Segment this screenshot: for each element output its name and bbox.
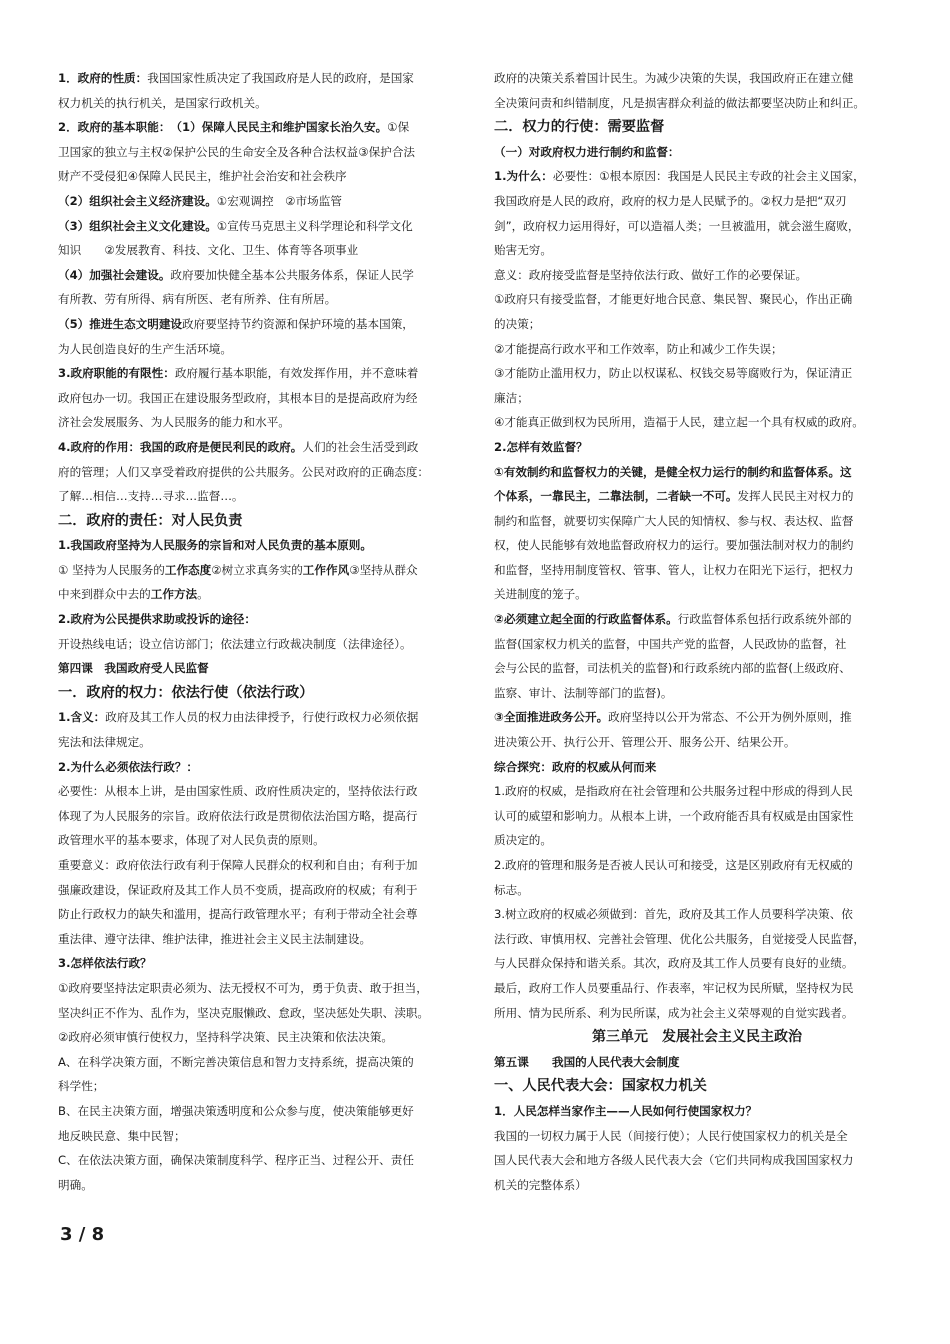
unit-heading <box>494 1025 900 1050</box>
text-line <box>494 386 900 411</box>
text-run: 标志。 <box>494 882 529 897</box>
text-line <box>58 337 470 362</box>
text-line <box>58 66 470 91</box>
bold-text: ①有效制约和监督权力的关键，是健全权力运行的制约和监督体系。这 <box>494 464 852 479</box>
text-line <box>494 902 900 927</box>
text-line <box>58 853 470 878</box>
text-line <box>58 632 470 657</box>
text-line <box>494 189 900 214</box>
text-line <box>58 607 470 632</box>
text-line <box>58 804 470 829</box>
text-line <box>494 1001 900 1026</box>
text-run: 二．权力的行使：需要监督 <box>494 119 665 136</box>
text-run: ③才能防止滥用权力，防止以权谋私、权钱交易等腐败行为，保证清正 <box>494 366 853 381</box>
section-heading <box>494 115 900 140</box>
page-number: 3 / 8 <box>60 1224 105 1245</box>
bold-text: 第四课 我国政府受人民监督 <box>58 661 209 676</box>
text-line <box>494 558 900 583</box>
text-run: 政府要坚持节约资源和保护环境的基本国策， <box>182 316 414 331</box>
text-line <box>494 140 900 165</box>
bold-text: 1.含义： <box>58 710 106 725</box>
right-column <box>494 66 900 1197</box>
text-line <box>494 951 900 976</box>
text-run: 意义：政府接受监督是坚持依法行政、做好工作的必要保证。 <box>494 267 808 282</box>
text-line <box>494 927 900 952</box>
text-run: 机关的完整体系） <box>494 1177 587 1192</box>
text-line <box>494 656 900 681</box>
text-run: 政府的决策关系着国计民生。为减少决策的失误，我国政府正在建立健 <box>494 71 854 85</box>
text-run: 了解…相信…支持…寻求…监督…。 <box>58 489 244 504</box>
text-run: 和监督，坚持用制度管权、管事、管人，让权力在阳光下运行，把权力 <box>494 562 854 577</box>
text-line <box>58 1099 470 1124</box>
text-run: 中来到群众中去的 <box>58 587 151 602</box>
text-line <box>494 632 900 657</box>
text-line <box>494 853 900 878</box>
text-line <box>494 91 900 116</box>
text-line <box>494 238 900 263</box>
text-line <box>494 312 900 337</box>
text-run: 行政监督体系包括行政系统外部的 <box>677 612 852 627</box>
text-line <box>494 435 900 460</box>
text-run: ②树立求真务实的 <box>211 562 303 577</box>
text-run: 济社会发展服务、为人民服务的能力和水平。 <box>58 415 290 430</box>
text-line <box>58 410 470 435</box>
bold-text: 2．政府的基本职能： （1）保障人民民主和维护国家长治久安。 <box>58 120 388 135</box>
text-run: ①政府要坚持法定职责必须为、法无授权不可为，勇于负责、敢于担当， <box>58 980 428 995</box>
text-run: 宪法和法律规定。 <box>58 735 151 750</box>
text-line <box>58 1173 470 1198</box>
text-line <box>58 238 470 263</box>
bold-text: 1.我国政府坚持为人民服务的宗旨和对人民负责的基本原则。 <box>58 538 372 553</box>
text-run: 政府要加快健全基本公共服务体系，保证人民学 <box>170 267 414 282</box>
text-line <box>58 755 470 780</box>
bold-text: 2.政府为公民提供求助或投诉的途径： <box>58 612 256 627</box>
text-run: C、在依法决策方面，确保决策制度科学、程序正当、过程公开、责任 <box>58 1153 414 1168</box>
text-run: 剑”，政府权力运用得好，可以造福人类；一旦被滥用，就会滋生腐败， <box>494 218 860 233</box>
text-line <box>58 582 470 607</box>
bold-text: 3.政府职能的有限性： <box>58 366 175 381</box>
text-run: 我国政府是人民的政府，政府的权力是人民赋予的。②权力是把“双刃 <box>494 193 847 208</box>
text-line <box>494 607 900 632</box>
text-run: ① 坚持为人民服务的 <box>58 562 165 577</box>
text-run: 法行政、审慎用权、完善社会管理、优化公共服务，自觉接受人民监督， <box>494 931 866 946</box>
text-line <box>494 779 900 804</box>
bold-text: 第五课 我国的人民代表大会制度 <box>494 1054 680 1069</box>
text-run: 人们的社会生活受到政 <box>302 439 419 454</box>
text-run: 财产不受侵犯④保障人民民主，维护社会治安和社会秩序 <box>58 169 347 184</box>
text-line <box>494 828 900 853</box>
text-run: 科学性； <box>58 1079 105 1094</box>
text-run: 质决定的。 <box>494 833 552 848</box>
text-run: ①宏观调控 ②市场监管 <box>216 193 342 208</box>
text-run: 明确。 <box>58 1177 93 1192</box>
text-run: 的决策； <box>494 316 541 331</box>
text-run: 有所教、劳有所得、病有所医、老有所养、住有所居。 <box>58 292 337 307</box>
text-line <box>58 705 470 730</box>
bold-text: （2）组织社会主义经济建设。 <box>58 193 217 208</box>
text-run: 坚决纠正不作为、乱作为，坚决克服懒政、怠政，坚决惩处失职、渎职。 <box>58 1005 430 1020</box>
text-line <box>58 386 470 411</box>
text-run: 强廉政建设，保证政府及其工作人员不变质，提高政府的权威；有利于 <box>58 882 418 897</box>
text-run: 最后，政府工作人员要重品行、作表率，牢记权为民所赋，坚持权为民 <box>494 980 854 995</box>
text-line <box>494 484 900 509</box>
bold-text: 1.为什么： <box>494 169 553 184</box>
text-line <box>58 435 470 460</box>
text-line <box>58 828 470 853</box>
text-run: 权，使人民能够有效地监督政府权力的运行。要加强法制对权力的制约 <box>494 538 854 553</box>
bold-text: ②必须建立起全面的行政监督体系。 <box>494 612 678 627</box>
text-run: ②政府必须审慎行使权力，坚持科学决策、民主决策和依法决策。 <box>58 1030 394 1045</box>
text-line <box>58 361 470 386</box>
text-line <box>58 1025 470 1050</box>
bold-text: （3）组织社会主义文化建设。 <box>58 218 217 233</box>
text-line <box>58 1074 470 1099</box>
text-run: 关进制度的笼子。 <box>494 587 587 602</box>
text-run: 二．政府的责任：对人民负责 <box>58 512 243 529</box>
text-run: ③坚持从群众 <box>349 562 418 577</box>
text-run: A、在科学决策方面，不断完善决策信息和智力支持系统，提高决策的 <box>58 1054 414 1069</box>
text-line <box>494 1099 900 1124</box>
text-line <box>58 927 470 952</box>
bold-text: 综合探究：政府的权威从何而来 <box>494 759 657 774</box>
text-run: 政府及其工作人员的权力由法律授予，行使行政权力必须依据 <box>105 710 419 725</box>
section-heading <box>58 509 470 534</box>
text-run: 体现了为人民服务的宗旨。政府依法行政是贯彻依法治国方略，提高行 <box>58 808 418 823</box>
text-line <box>494 1148 900 1173</box>
text-line <box>58 902 470 927</box>
text-line <box>58 263 470 288</box>
text-run: 政管理水平的基本要求，体现了对人民负责的原则。 <box>58 833 325 848</box>
text-line <box>58 312 470 337</box>
text-run: 监督(国家权力机关的监督，中国共产党的监督，人民政协的监督，社 <box>494 636 847 651</box>
text-run: 2.政府的管理和服务是否被人民认可和接受，这是区别政府有无权威的 <box>494 858 853 872</box>
bold-text: 工作作风 <box>302 562 350 577</box>
text-line <box>494 1173 900 1198</box>
text-line <box>58 140 470 165</box>
text-run: 会与公民的监督，司法机关的监督)和行政系统内部的监督(上级政府、 <box>494 661 851 676</box>
text-line <box>58 656 470 681</box>
text-line <box>58 214 470 239</box>
section-heading <box>494 1074 900 1099</box>
text-line <box>58 878 470 903</box>
text-line <box>58 164 470 189</box>
text-line <box>58 91 470 116</box>
bold-text: 工作方法 <box>150 587 198 602</box>
left-column <box>58 66 470 1197</box>
bold-text: ③全面推进政务公开。 <box>494 710 609 725</box>
text-run: 贻害无穷。 <box>494 243 552 258</box>
text-line <box>494 533 900 558</box>
text-run: 政府坚持以公开为常态、不公开为例外原则，推 <box>608 710 852 725</box>
text-run: 为人民创造良好的生产生活环境。 <box>58 341 232 356</box>
text-line <box>58 1001 470 1026</box>
bold-text: 1．人民怎样当家作主——人民如何行使国家权力？ <box>494 1103 758 1118</box>
text-run: 进决策公开、执行公开、管理公开、服务公开、结果公开。 <box>494 735 796 750</box>
text-run: 政府包办一切。我国正在建设服务型政府，其根本目的是提高政府为经 <box>58 390 418 405</box>
bold-text: 2.为什么必须依法行政？： <box>58 759 199 774</box>
text-line <box>58 1050 470 1075</box>
text-run: 所用、情为民所系、利为民所谋，成为社会主义荣辱观的自觉实践者。 <box>494 1005 854 1020</box>
bold-text: （一）对政府权力进行制约和监督： <box>494 144 680 159</box>
text-run: 发挥人民民主对权力的 <box>737 489 854 504</box>
text-line <box>58 460 470 485</box>
text-line <box>494 460 900 485</box>
bold-text: 3.怎样依法行政？ <box>58 956 152 971</box>
text-run: 知识 ②发展教育、科技、文化、卫生、体育等各项事业 <box>58 243 359 258</box>
text-line <box>58 779 470 804</box>
text-line <box>58 189 470 214</box>
text-run: 府的管理；人们又享受着政府提供的公共服务。公民对政府的正确态度： <box>58 464 430 479</box>
text-line <box>494 66 900 91</box>
text-run: 廉洁； <box>494 390 529 405</box>
text-run: 一．政府的权力：依法行使（依法行政） <box>58 684 314 701</box>
text-run: 开设热线电话；设立信访部门；依法建立行政裁决制度（法律途径）。 <box>58 636 412 651</box>
bold-text: 2.怎样有效监督？ <box>494 439 588 454</box>
text-run: 我国国家性质决定了我国政府是人民的政府，是国家 <box>147 71 414 85</box>
text-line <box>494 705 900 730</box>
text-line <box>494 755 900 780</box>
text-run: 权力机关的执行机关，是国家行政机关。 <box>58 95 267 110</box>
text-run: 重法律、遵守法律、维护法律，推进社会主义民主法制建设。 <box>58 931 372 946</box>
text-run: 防止行政权力的缺失和滥用，提高行政管理水平；有利于带动全社会尊 <box>58 907 418 922</box>
text-line <box>58 976 470 1001</box>
text-run: ①宣传马克思主义科学理论和科学文化 <box>216 218 413 233</box>
bold-text: 个体系，一靠民主，二靠法制，二者缺一不可。 <box>494 489 738 504</box>
text-line <box>494 214 900 239</box>
text-line <box>494 582 900 607</box>
text-line <box>494 509 900 534</box>
text-run: 国人民代表大会和地方各级人民代表大会（它们共同构成我国国家权力 <box>494 1153 854 1168</box>
text-line <box>494 976 900 1001</box>
text-line <box>58 1124 470 1149</box>
text-run: 全决策问责和纠错制度，凡是损害群众利益的做法都要坚决防止和纠正。 <box>494 95 866 110</box>
text-run: 监察、审计、法制等部门的监督)。 <box>494 685 673 700</box>
bold-text: 4.政府的作用：我国的政府是便民利民的政府。 <box>58 439 303 454</box>
text-line <box>494 164 900 189</box>
text-run: ④才能真正做到权为民所用，造福于人民，建立起一个具有权威的政府。 <box>494 415 864 430</box>
text-run: 地反映民意、集中民智； <box>58 1128 186 1143</box>
text-line <box>494 361 900 386</box>
text-run: B、在民主决策方面，增强决策透明度和公众参与度，使决策能够更好 <box>58 1103 414 1118</box>
text-run: 我国的一切权力属于人民（间接行使）；人民行使国家权力的机关是全 <box>494 1128 848 1143</box>
bold-text: （5）推进生态文明建设 <box>58 316 183 331</box>
text-line <box>494 337 900 362</box>
text-line <box>494 804 900 829</box>
text-line <box>494 287 900 312</box>
text-line <box>58 558 470 583</box>
text-line <box>58 730 470 755</box>
text-run: 第三单元 发展社会主义民主政治 <box>592 1029 802 1046</box>
text-run: 一、人民代表大会：国家权力机关 <box>494 1078 707 1095</box>
section-heading <box>58 681 470 706</box>
text-line <box>58 951 470 976</box>
text-line <box>58 287 470 312</box>
text-line <box>58 115 470 140</box>
text-line <box>494 263 900 288</box>
text-line <box>494 730 900 755</box>
text-line <box>494 878 900 903</box>
text-line <box>58 1148 470 1173</box>
bold-text: 1．政府的性质： <box>58 71 148 85</box>
text-line <box>58 533 470 558</box>
bold-text: （4）加强社会建设。 <box>58 267 171 282</box>
text-run: 认可的威望和影响力。从根本上讲，一个政府能否具有权威是由国家性 <box>494 808 854 823</box>
text-run: 必要性：①根本原因：我国是人民民主专政的社会主义国家， <box>552 169 865 184</box>
text-line <box>494 681 900 706</box>
text-run: ②才能提高行政水平和工作效率，防止和减少工作失误； <box>494 341 783 356</box>
text-run: 必要性：从根本上讲，是由国家性质、政府性质决定的，坚持依法行政 <box>58 784 418 799</box>
text-run: ①政府只有接受监督，才能更好地合民意、集民智、聚民心，作出正确 <box>494 292 853 307</box>
text-run: 3.树立政府的权威必须做到：首先，政府及其工作人员要科学决策、依 <box>494 907 853 922</box>
text-line <box>58 484 470 509</box>
text-run: 卫国家的独立与主权②保护公民的生命安全及各种合法权益③保护合法 <box>58 144 416 159</box>
text-run: 政府履行基本职能，有效发挥作用，并不意味着 <box>174 366 419 381</box>
text-run: 。 <box>197 587 209 602</box>
text-run: 重要意义：政府依法行政有利于保障人民群众的权利和自由；有利于加 <box>58 858 418 872</box>
text-run: 制约和监督，就要切实保障广大人民的知情权、参与权、表达权、监督 <box>494 513 854 528</box>
text-line <box>494 1050 900 1075</box>
text-line <box>494 410 900 435</box>
text-line <box>494 1124 900 1149</box>
text-run: 1.政府的权威，是指政府在社会管理和公共服务过程中形成的得到人民 <box>494 784 853 799</box>
bold-text: 工作态度 <box>164 562 212 577</box>
text-run: ①保 <box>387 120 410 135</box>
text-run: 与人民群众保持和谐关系。其次，政府及其工作人员要有良好的业绩。 <box>494 956 854 971</box>
